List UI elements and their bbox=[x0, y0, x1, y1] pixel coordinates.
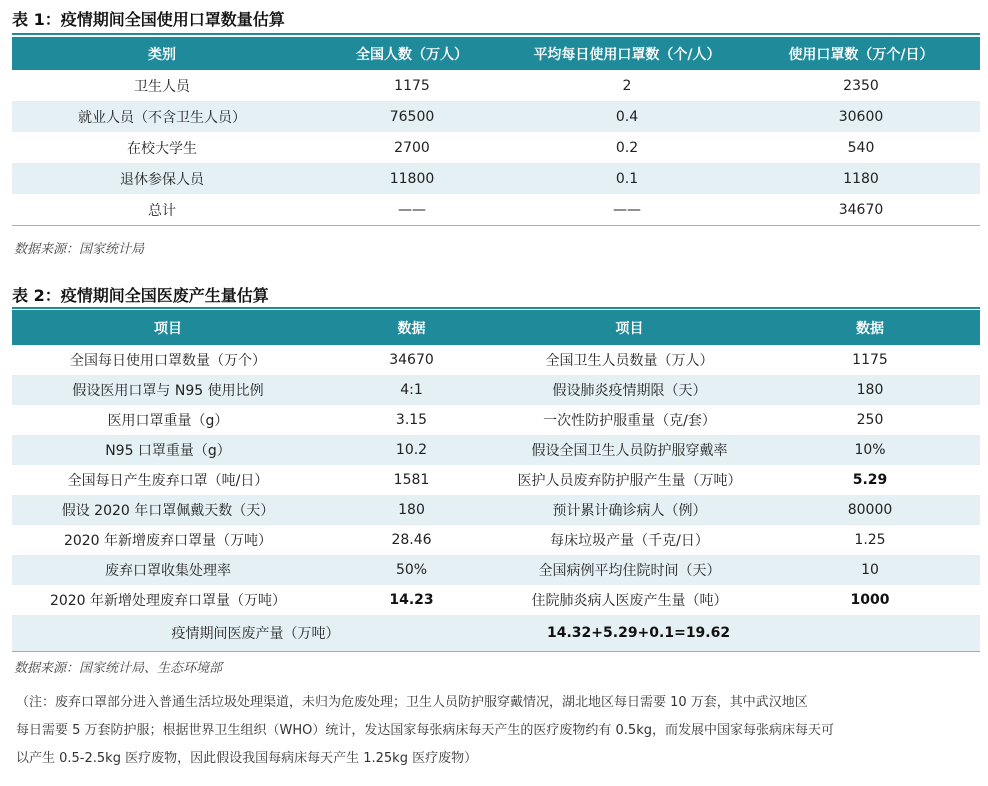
table1-header-category: 类别 bbox=[12, 37, 312, 70]
table-cell: 医护人员废弃防护服产生量（万吨） bbox=[499, 465, 760, 495]
footnote bbox=[16, 689, 966, 773]
table-row bbox=[12, 70, 980, 101]
table-cell: 一次性防护服重量（克/套） bbox=[499, 405, 760, 435]
summary-value: 14.32+5.29+0.1=19.62 bbox=[499, 615, 980, 652]
table-cell: 1175 bbox=[312, 70, 512, 101]
table-cell: 住院肺炎病人医废产生量（吨） bbox=[499, 585, 760, 615]
table-cell: 0.2 bbox=[512, 132, 742, 163]
table2-summary-row bbox=[12, 615, 980, 652]
table-cell: 2 bbox=[512, 70, 742, 101]
table-row bbox=[12, 163, 980, 194]
table-cell: 10% bbox=[760, 435, 980, 465]
table1-header-daily-masks: 平均每日使用口罩数（个/人） bbox=[512, 37, 742, 70]
table-row bbox=[12, 525, 980, 555]
table-cell: 80000 bbox=[760, 495, 980, 525]
table2-top-rule bbox=[12, 307, 980, 309]
table-cell: 1180 bbox=[742, 163, 980, 194]
table-cell: 医用口罩重量（g） bbox=[12, 405, 324, 435]
footnote-line: 每日需要 5 万套防护服；根据世界卫生组织（WHO）统计，发达国家每张病床每天产生的医疗废物约有 0.5kg，而发展中国家每张病床每天可 bbox=[16, 723, 834, 738]
table-row bbox=[12, 585, 980, 615]
table-cell: 全国病例平均住院时间（天） bbox=[499, 555, 760, 585]
summary-label: 疫情期间医废产量（万吨） bbox=[12, 615, 499, 652]
table-cell: 180 bbox=[324, 495, 499, 525]
table-row bbox=[12, 495, 980, 525]
table-cell: 预计累计确诊病人（例） bbox=[499, 495, 760, 525]
table-cell-highlight: 1000 bbox=[760, 585, 980, 615]
table-cell: 0.1 bbox=[512, 163, 742, 194]
table-cell: 卫生人员 bbox=[12, 70, 312, 101]
table-cell: 34670 bbox=[742, 194, 980, 226]
table1-header-total-masks: 使用口罩数（万个/日） bbox=[742, 37, 980, 70]
table-cell: 废弃口罩收集处理率 bbox=[12, 555, 324, 585]
table-cell: 1.25 bbox=[760, 525, 980, 555]
table-cell: 11800 bbox=[312, 163, 512, 194]
table-cell: 退休参保人员 bbox=[12, 163, 312, 194]
table-row-total bbox=[12, 194, 980, 226]
table1-title: 表 1：疫情期间全国使用口罩数量估算 bbox=[12, 10, 285, 29]
table-cell: 30600 bbox=[742, 101, 980, 132]
table-cell: 50% bbox=[324, 555, 499, 585]
table2-medical-waste bbox=[12, 310, 980, 652]
table-cell: 假设全国卫生人员防护服穿戴率 bbox=[499, 435, 760, 465]
table-row bbox=[12, 101, 980, 132]
table-cell: —— bbox=[512, 194, 742, 226]
table-cell: —— bbox=[312, 194, 512, 226]
table-cell: 就业人员（不含卫生人员） bbox=[12, 101, 312, 132]
table-row bbox=[12, 435, 980, 465]
table2-header-data-right: 数据 bbox=[760, 310, 980, 345]
table-cell: 假设 2020 年口罩佩戴天数（天） bbox=[12, 495, 324, 525]
table2-header-row bbox=[12, 310, 980, 345]
table-cell: 1175 bbox=[760, 345, 980, 375]
table-cell: 10 bbox=[760, 555, 980, 585]
table-cell: 28.46 bbox=[324, 525, 499, 555]
table-cell: 0.4 bbox=[512, 101, 742, 132]
footnote-line: （注：废弃口罩部分进入普通生活垃圾处理渠道，未归为危废处理；卫生人员防护服穿戴情况，湖北地区每日需要 10 万套，其中武汉地区 bbox=[16, 695, 808, 710]
table-cell: 全国每日使用口罩数量（万个） bbox=[12, 345, 324, 375]
table-row bbox=[12, 555, 980, 585]
table-cell: 34670 bbox=[324, 345, 499, 375]
table2-header-data-left: 数据 bbox=[324, 310, 499, 345]
table-cell: 2350 bbox=[742, 70, 980, 101]
table-row bbox=[12, 375, 980, 405]
table1-header-population: 全国人数（万人） bbox=[312, 37, 512, 70]
table-cell: 2020 年新增处理废弃口罩量（万吨） bbox=[12, 585, 324, 615]
table-cell: 全国卫生人员数量（万人） bbox=[499, 345, 760, 375]
table2-title: 表 2：疫情期间全国医废产生量估算 bbox=[12, 286, 269, 305]
table-cell: 180 bbox=[760, 375, 980, 405]
table1-header-row bbox=[12, 37, 980, 70]
table-cell: 假设医用口罩与 N95 使用比例 bbox=[12, 375, 324, 405]
table1-mask-usage bbox=[12, 37, 980, 226]
table-cell: 1581 bbox=[324, 465, 499, 495]
table-cell-highlight: 5.29 bbox=[760, 465, 980, 495]
table-cell: 76500 bbox=[312, 101, 512, 132]
table-row bbox=[12, 405, 980, 435]
table2-header-item-left: 项目 bbox=[12, 310, 324, 345]
table-cell: N95 口罩重量（g） bbox=[12, 435, 324, 465]
table-cell: 全国每日产生废弃口罩（吨/日） bbox=[12, 465, 324, 495]
table-cell: 2020 年新增废弃口罩量（万吨） bbox=[12, 525, 324, 555]
table-cell-highlight: 14.23 bbox=[324, 585, 499, 615]
table2-header-item-right: 项目 bbox=[499, 310, 760, 345]
table-cell: 假设肺炎疫情期限（天） bbox=[499, 375, 760, 405]
table-cell: 在校大学生 bbox=[12, 132, 312, 163]
table-cell: 540 bbox=[742, 132, 980, 163]
table-row bbox=[12, 465, 980, 495]
table-cell: 每床垃圾产量（千克/日） bbox=[499, 525, 760, 555]
table-cell: 4:1 bbox=[324, 375, 499, 405]
table-row bbox=[12, 132, 980, 163]
table1-source: 数据来源：国家统计局 bbox=[14, 242, 145, 257]
table-cell: 10.2 bbox=[324, 435, 499, 465]
table2-source: 数据来源：国家统计局、生态环境部 bbox=[14, 661, 223, 676]
table1-top-rule bbox=[12, 33, 980, 35]
table-row bbox=[12, 345, 980, 375]
table-cell: 250 bbox=[760, 405, 980, 435]
table-cell: 总计 bbox=[12, 194, 312, 226]
table-cell: 3.15 bbox=[324, 405, 499, 435]
footnote-line: 以产生 0.5-2.5kg 医疗废物，因此假设我国每病床每天产生 1.25kg 医疗废物） bbox=[16, 751, 478, 766]
table-cell: 2700 bbox=[312, 132, 512, 163]
